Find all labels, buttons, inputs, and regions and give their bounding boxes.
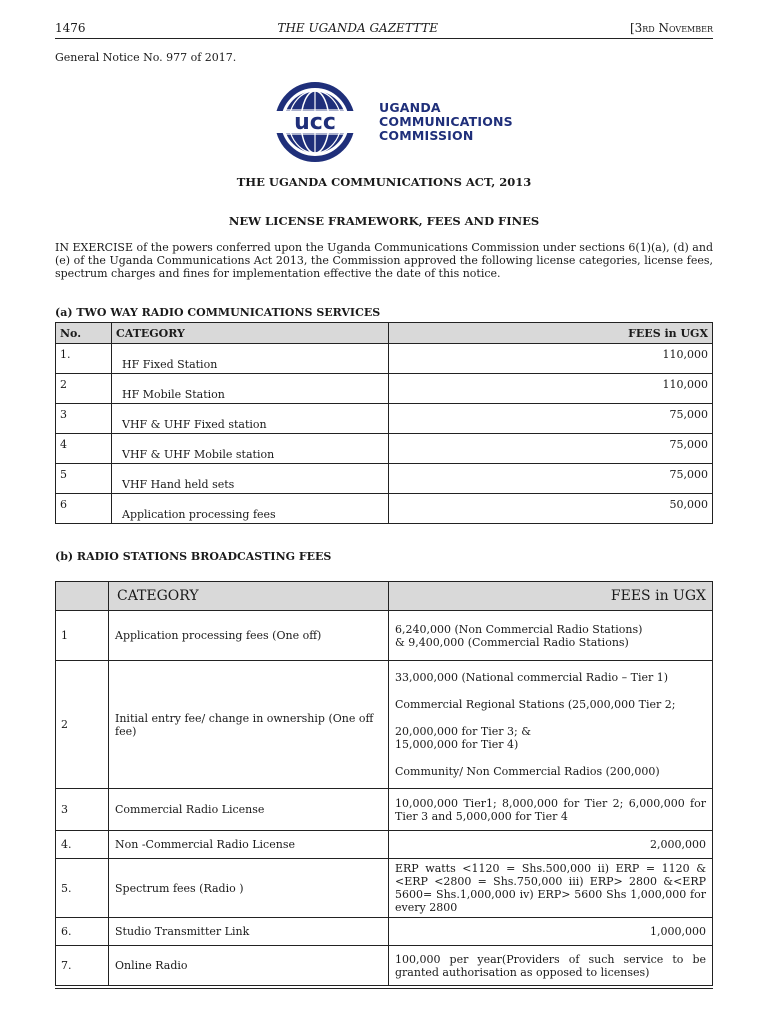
row-fee: 110,000 [389,374,713,404]
footer-rule [55,988,713,989]
row-number: 4 [56,434,112,464]
ucc-globe-icon [273,82,371,162]
fee-line: & 9,400,000 (Commercial Radio Stations) [395,635,629,649]
row-number: 1 [56,611,109,661]
col-header-no: No. [56,323,112,344]
ucc-logo [273,82,713,162]
row-fee: 100,000 per year(Providers of such service to be granted authorisation as opposed to licenses) [389,946,713,986]
col-header-category: CATEGORY [109,582,389,611]
table-row [56,946,713,986]
fee-line: 6,240,000 (Non Commercial Radio Stations) [395,622,643,636]
row-number: 2 [56,374,112,404]
row-fee [389,611,713,661]
row-fee: 10,000,000 Tier1; 8,000,000 for Tier 2; 6,000,000 for Tier 3 and 5,000,000 for Tier 4 [389,789,713,831]
fee-line: 15,000,000 for Tier 4) [395,738,519,751]
logo-line-3: COMMISSION [379,128,474,143]
intro-paragraph: IN EXERCISE of the powers conferred upon the Uganda Communications Commission under sections 6(1)(a), (d) and (e) of the Uganda Communications Act 2013, the Commission approved the following license categories, license fees, spectrum charges and fines for implementation effective the date of this notice. [55,241,713,280]
row-fee: ERP watts <1120 = Shs.500,000 ii) ERP = 1120 &<ERP <2800 = Shs.750,000 iii) ERP> 2800 &<ERP 5600= Shs.1,000,000 iv) ERP> 5600 Shs 1,000,000 for every 2800 [389,859,713,918]
col-header-category: CATEGORY [112,323,389,344]
row-category: Online Radio [109,946,389,986]
table-row [56,859,713,918]
logo-letters: ucc [294,110,336,135]
running-header [55,20,713,36]
table-header-row [56,323,713,344]
row-number: 6. [56,918,109,946]
publication-date: [3rd November [629,21,713,35]
table-row [56,344,713,374]
fee-line: Commercial Regional Stations (25,000,000 Tier 2; [395,698,676,711]
col-header-fees: FEES in UGX [389,323,713,344]
row-number: 3 [56,789,109,831]
table-row [56,494,713,524]
header-rule [55,38,713,39]
row-number: 5 [56,464,112,494]
table-row [56,918,713,946]
row-category: Application processing fees [112,494,389,524]
fee-line: 33,000,000 (National commercial Radio – Tier 1) [395,671,669,684]
row-fee: 75,000 [389,404,713,434]
row-category: Spectrum fees (Radio ) [109,859,389,918]
row-category: HF Mobile Station [112,374,389,404]
row-number: 5. [56,859,109,918]
row-category: Commercial Radio License [109,789,389,831]
row-number: 6 [56,494,112,524]
row-category: VHF & UHF Mobile station [112,434,389,464]
row-number: 1. [56,344,112,374]
act-title: THE UGANDA COMMUNICATIONS ACT, 2013 [236,175,532,189]
broadcasting-fees-table [55,581,713,986]
notice-number: General Notice No. 977 of 2017. [55,51,237,64]
logo-line-1: UGANDA [379,100,441,115]
table-header-row [56,582,713,611]
col-header-fees: FEES in UGX [389,582,713,611]
row-fee: 2,000,000 [389,831,713,859]
fee-line: Community/ Non Commercial Radios (200,000) [395,765,660,778]
table-row [56,464,713,494]
section-a-title: (a) TWO WAY RADIO COMMUNICATIONS SERVICES [55,306,381,319]
fee-line: 20,000,000 for Tier 3; & [395,725,532,738]
row-category: Non -Commercial Radio License [109,831,389,859]
row-fee [389,661,713,789]
logo-line-2: COMMUNICATIONS [379,114,513,129]
row-fee: 50,000 [389,494,713,524]
two-way-radio-table [55,322,713,524]
col-header-no [56,582,109,611]
publication-title: THE UGANDA GAZETTTE [277,21,439,35]
framework-title: NEW LICENSE FRAMEWORK, FEES AND FINES [228,214,540,228]
row-fee: 75,000 [389,434,713,464]
logo-wordmark [379,101,513,143]
row-fee: 75,000 [389,464,713,494]
gazette-page [55,20,713,986]
row-category: VHF & UHF Fixed station [112,404,389,434]
row-number: 3 [56,404,112,434]
table-row [56,611,713,661]
row-category: HF Fixed Station [112,344,389,374]
row-number: 4. [56,831,109,859]
table-row [56,404,713,434]
section-b-title: (b) RADIO STATIONS BROADCASTING FEES [55,550,332,563]
table-row [56,374,713,404]
table-row [56,661,713,789]
row-fee: 1,000,000 [389,918,713,946]
row-category: Studio Transmitter Link [109,918,389,946]
table-row [56,434,713,464]
row-fee: 110,000 [389,344,713,374]
page-number: 1476 [55,21,86,35]
row-category: Application processing fees (One off) [109,611,389,661]
table-row [56,789,713,831]
table-row [56,831,713,859]
row-category: Initial entry fee/ change in ownership (One off fee) [109,661,389,789]
row-number: 7. [56,946,109,986]
row-category: VHF Hand held sets [112,464,389,494]
row-number: 2 [56,661,109,789]
